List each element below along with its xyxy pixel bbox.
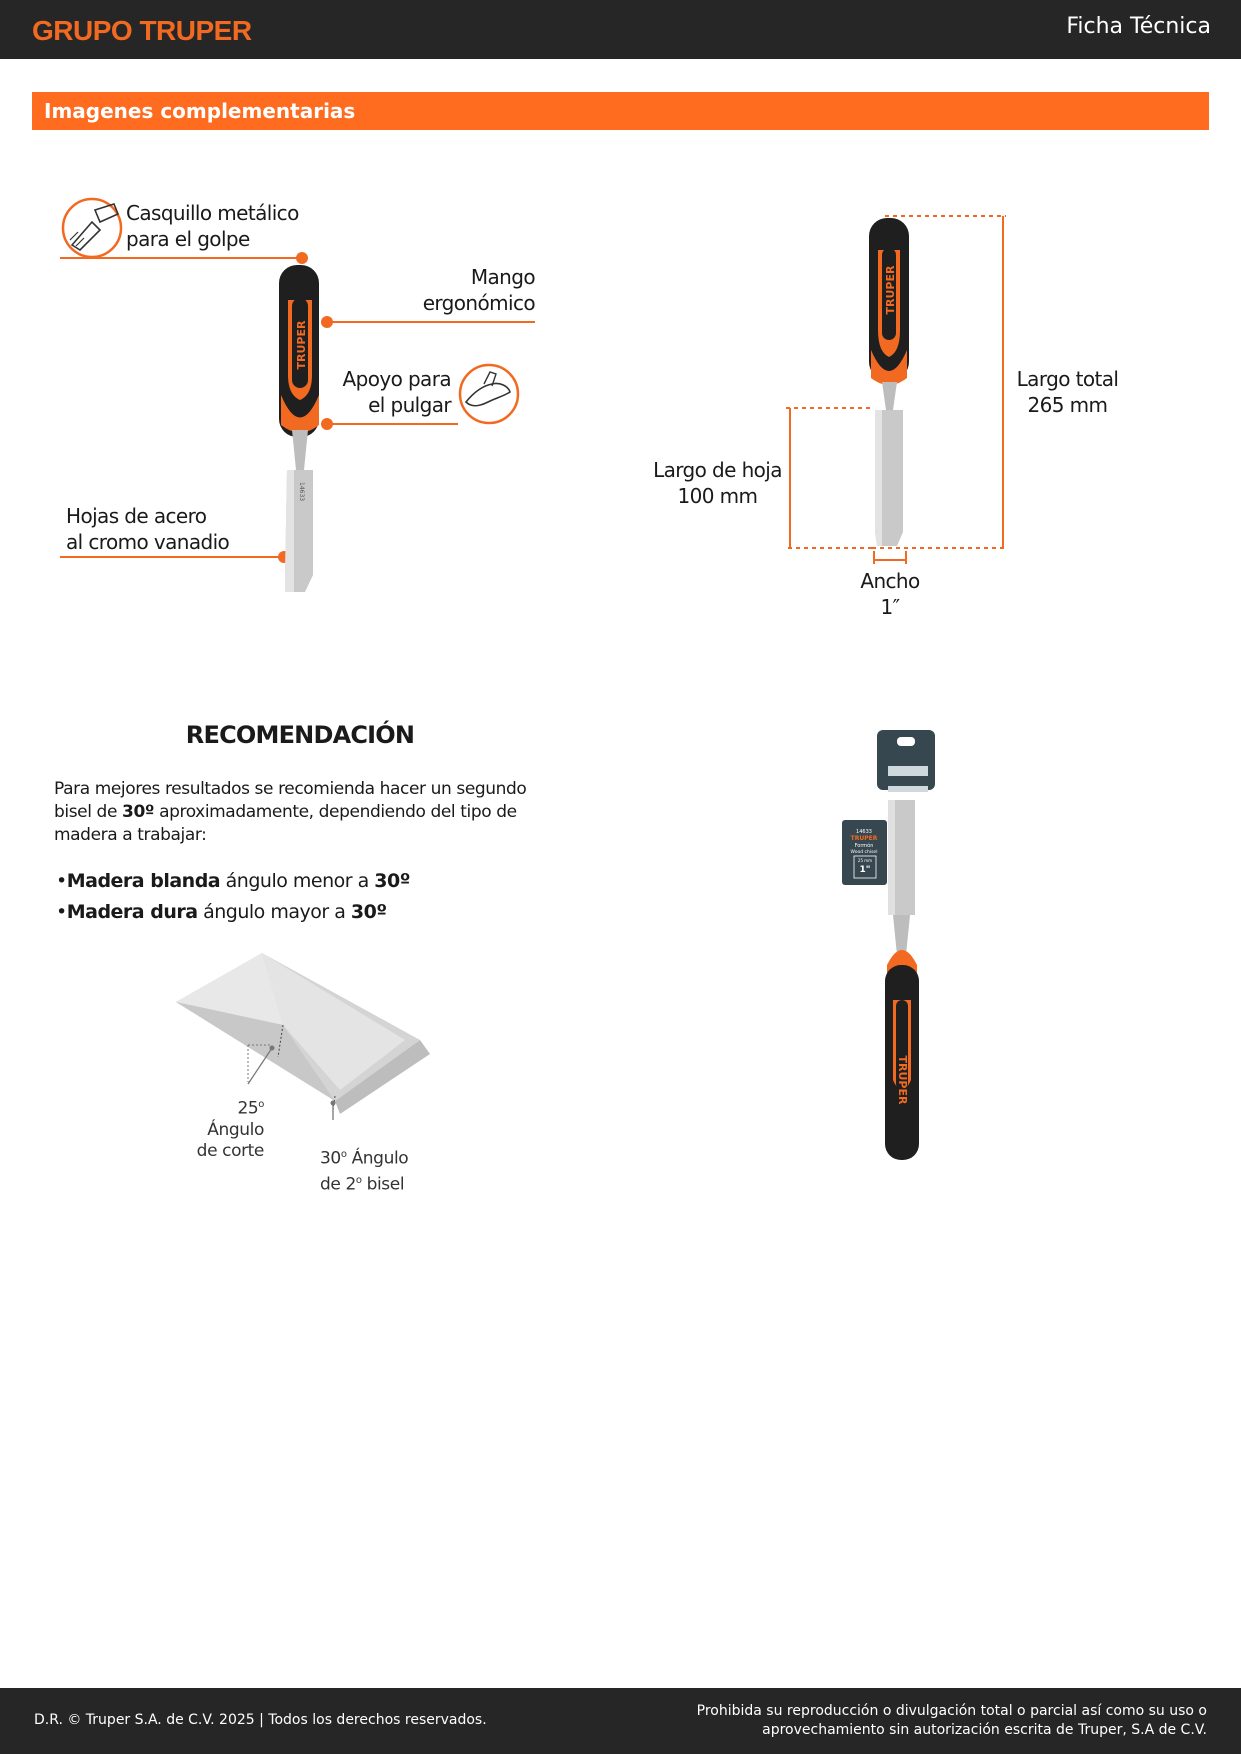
package-size: 1"	[859, 865, 871, 875]
recommendation-list	[56, 866, 410, 928]
chisel-image-dimensions	[869, 218, 909, 546]
recommendation-title: RECOMENDACIÓN	[185, 721, 415, 749]
list-item: •Madera blanda ángulo menor a 30º	[56, 870, 410, 892]
thumb-icon	[460, 365, 518, 423]
package-image	[830, 720, 980, 1170]
dimension-width: Ancho 1″	[860, 569, 920, 619]
document-type: Ficha Técnica	[1066, 14, 1211, 39]
footer-bar	[0, 1688, 1241, 1754]
package-code: 14633	[856, 829, 872, 835]
package-name-en: Wood chisel	[850, 850, 878, 855]
chisel-brand-mark: TRUPER	[295, 320, 308, 370]
section-title: Imagenes complementarias	[44, 99, 356, 123]
footer-notice: Prohibida su reproducción o divulgación total o parcial así como su uso o aprovechamiento sin autorización escrita de Truper, S.A de C.V.	[696, 1703, 1207, 1738]
dimension-blade-length: Largo de hoja 100 mm	[653, 458, 782, 508]
bevel-second-angle-label: 30$^o$ Ángulo de 2$^o$ bisel	[320, 1148, 409, 1195]
dimension-total-length: Largo total 265 mm	[1016, 367, 1119, 417]
package-name: Formón	[854, 843, 874, 849]
header-bar	[0, 0, 1241, 59]
footer-copyright: D.R. © Truper S.A. de C.V. 2025 | Todos los derechos reservados.	[34, 1712, 487, 1728]
hammer-icon	[63, 199, 121, 257]
bevel-cut-angle-label: 25$^o$ Ángulo de corte	[196, 1098, 264, 1161]
package-chisel-brand: TRUPER	[896, 1055, 909, 1105]
chisel-brand-mark-2: TRUPER	[884, 265, 897, 315]
callout-cap: Casquillo metálico para el golpe	[126, 201, 299, 251]
chisel-code: 14633	[298, 482, 305, 502]
chisel-image	[279, 265, 319, 592]
callout-blade: Hojas de acero al cromo vanadio	[66, 504, 230, 554]
package-brand: TRUPER	[850, 835, 878, 842]
brand-logo: GRUPO TRUPER	[32, 15, 252, 46]
callout-handle: Mango ergonómico	[422, 265, 535, 315]
package-size-mm: 25 mm	[857, 858, 873, 863]
list-item: •Madera dura ángulo mayor a 30º	[56, 901, 387, 923]
section-header	[32, 92, 1209, 130]
callout-thumb: Apoyo para el pulgar	[342, 367, 451, 417]
recommendation-text: Para mejores resultados se recomienda hacer un segundo bisel de 30º aproximadamente, dependiendo del tipo de madera a trabajar:	[54, 779, 527, 845]
